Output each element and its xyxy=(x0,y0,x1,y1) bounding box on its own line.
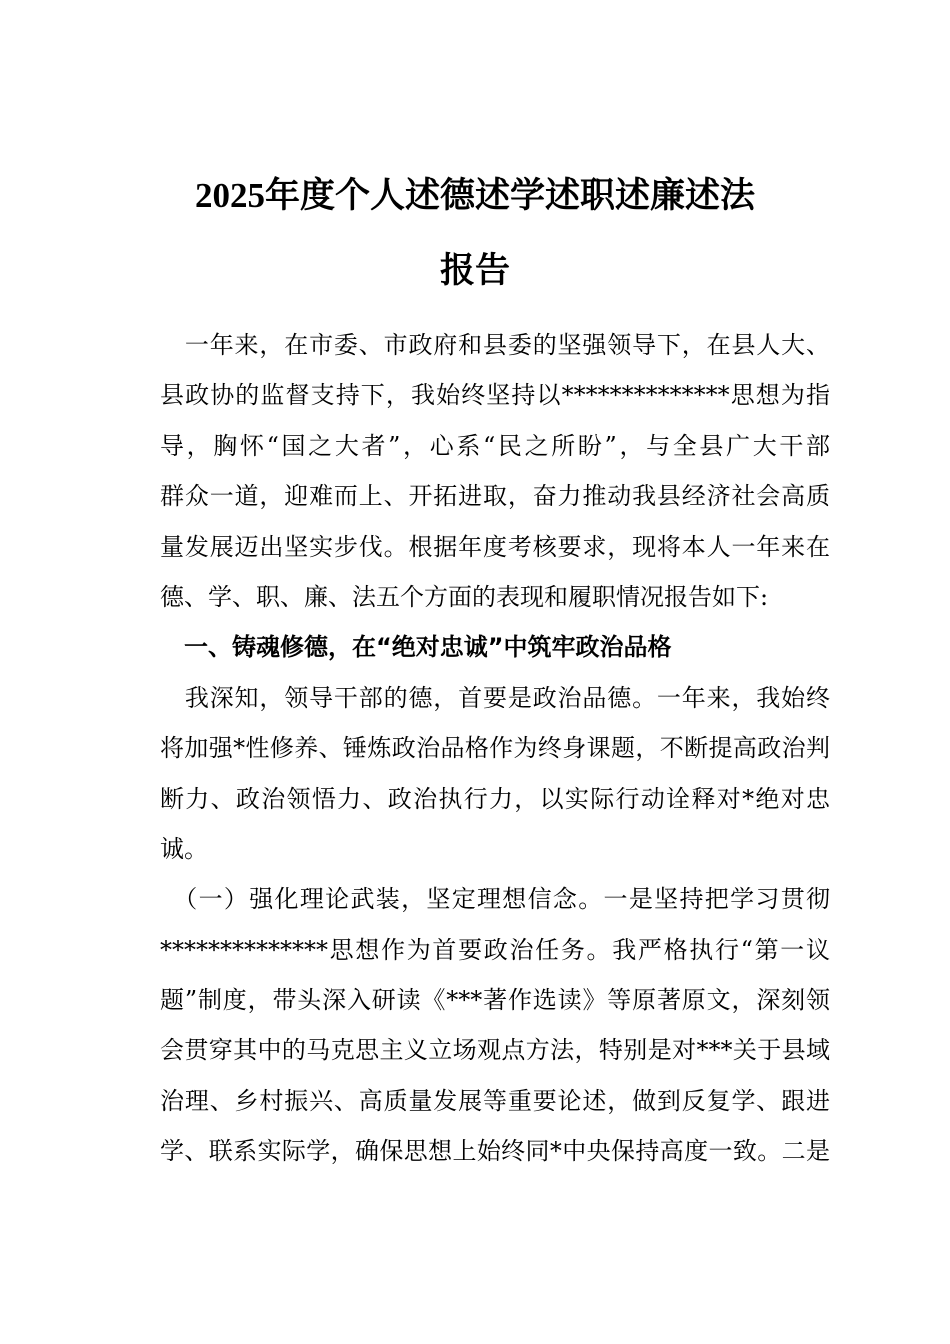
text-line: 县政协的监督支持下，我始终坚持以**************思想为指 xyxy=(160,381,830,410)
text-line: 题”制度，带头深入研读《***著作选读》等原著原文，深刻领 xyxy=(160,986,830,1015)
text-line: 断力、政治领悟力、政治执行力，以实际行动诠释对*绝对忠 xyxy=(160,784,830,813)
text-line: 我深知，领导干部的德，首要是政治品德。一年来，我始终 xyxy=(160,683,830,712)
document-title: 2025年度个人述德述学述职述廉述法 xyxy=(194,176,755,215)
text-line: 会贯穿其中的马克思主义立场观点方法，特别是对***关于县域 xyxy=(160,1036,830,1065)
text-line: 诚。 xyxy=(160,834,208,863)
text-line: 学、联系实际学，确保思想上始终同*中央保持高度一致。二是 xyxy=(160,1137,830,1166)
document-body xyxy=(160,326,830,1183)
text-line: 治理、乡村振兴、高质量发展等重要论述，做到反复学、跟进 xyxy=(160,1086,830,1115)
text-line: 量发展迈出坚实步伐。根据年度考核要求，现将本人一年来在 xyxy=(160,532,830,561)
text-line: 德、学、职、廉、法五个方面的表现和履职情况报告如下: xyxy=(160,582,769,611)
document-title-continued: 报告 xyxy=(439,251,510,290)
text-line: 一年来，在市委、市政府和县委的坚强领导下，在县人大、 xyxy=(160,331,830,359)
text-line: （一）强化理论武装，坚定理想信念。一是坚持把学习贯彻 xyxy=(160,885,830,914)
text-line: 群众一道，迎难而上、开拓进取，奋力推动我县经济社会高质 xyxy=(160,482,830,511)
text-line: 导，胸怀“国之大者”，心系“民之所盼”，与全县广大干部 xyxy=(160,431,830,460)
text-line: 将加强*性修养、锤炼政治品格作为终身课题，不断提高政治判 xyxy=(160,734,830,763)
text-line: **************思想作为首要政治任务。我严格执行“第一议 xyxy=(160,935,830,964)
section-heading: 一、铸魂修德，在“绝对忠诚”中筑牢政治品格 xyxy=(160,633,672,662)
